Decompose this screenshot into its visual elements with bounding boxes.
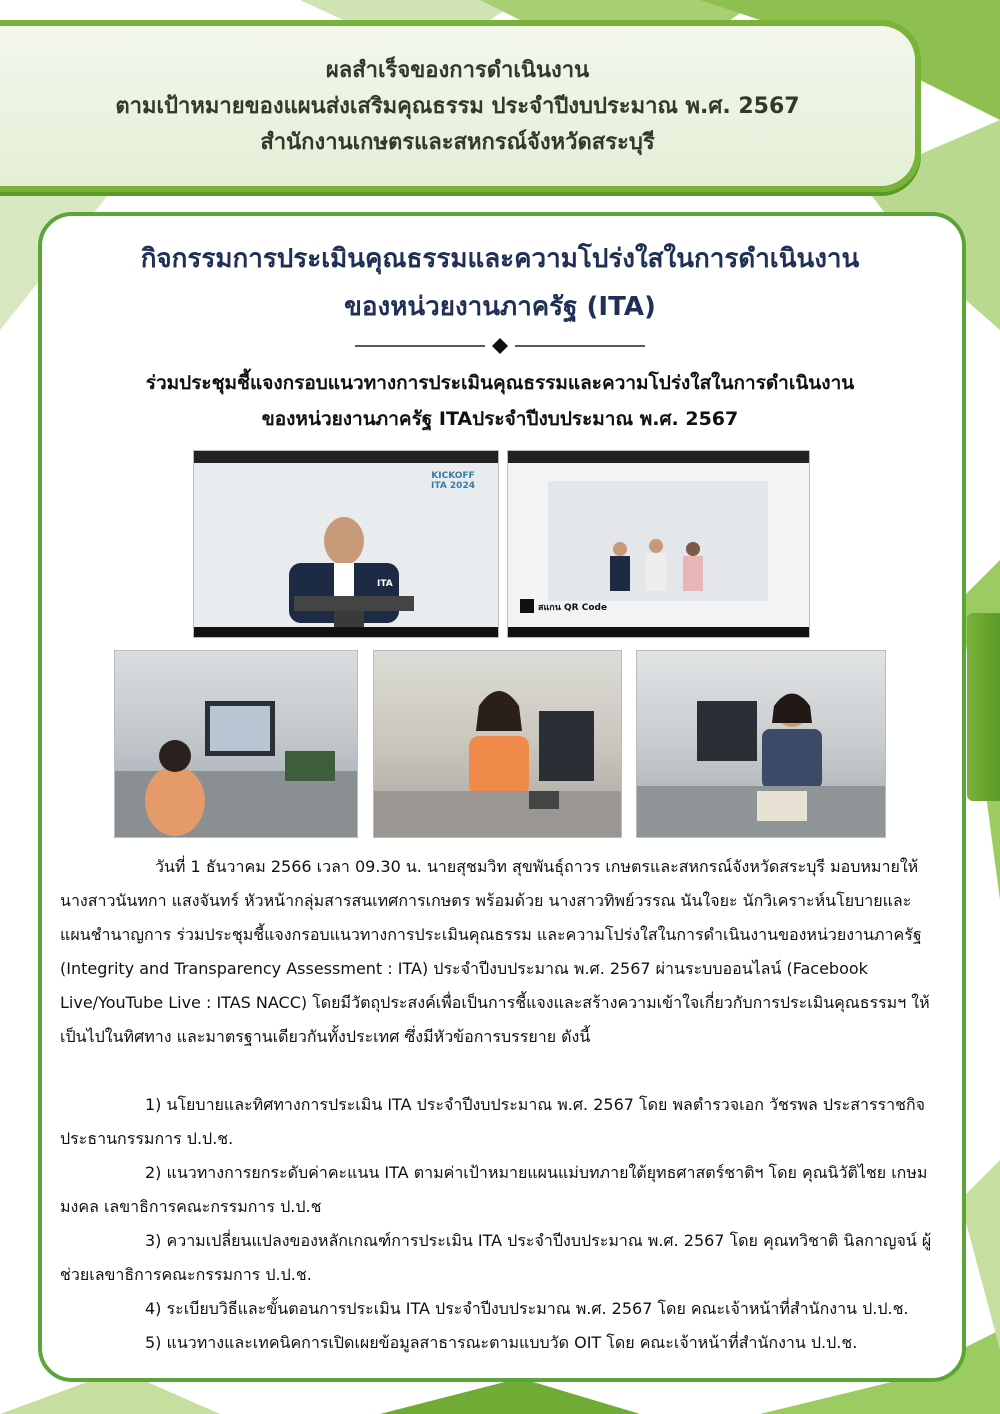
office-scene-3 [637,651,885,837]
video-screenshot-speaker [193,450,499,638]
office-photo-3 [636,650,886,838]
meeting-subtitle-line1: ร่วมประชุมชี้แจงกรอบแนวทางการประเมินคุณธรรมและความโปร่งใสในการดำเนินงาน [145,372,855,394]
meeting-subtitle-line2: ของหน่วยงานภาครัฐ ITAประจำปีงบประมาณ พ.ศ. 2567 [261,408,739,430]
lecture-item-3: 3) ความเปลี่ยนแปลงของหลักเกณฑ์การประเมิน ITA ประจำปีงบประมาณ พ.ศ. 2567 โดย คุณทวิชาติ นิลกาญจน์ ผู้ช่วยเลขาธิการคณะกรรมการ ป.ป.ช. [60,1231,932,1284]
lecture-item-5: 5) แนวทางและเทคนิคการเปิดเผยข้อมูลสาธารณะตามแบบวัด OIT โดย คณะเจ้าหน้าที่สำนักงาน ป.ป.ช. [145,1333,858,1352]
ita-badge: ITA [377,579,393,589]
office-photo-2 [373,650,622,838]
body-paragraph: วันที่ 1 ธันวาคม 2566 เวลา 09.30 น. นายสุชมวิท สุขพันธุ์ถาวร เกษตรและสหกรณ์จังหวัดสระบุรี มอบหมายให้ นางสาวนันทกา แสงจันทร์ หัวหน้ากลุ่มสารสนเทศการเกษตร พร้อมด้วย นางสาวทิพย์วรรณ นันใจยะ นักวิเคราะห์นโยบายและแผนชำนาญการ ร่วมประชุมชี้แจงกรอบแนวทางการประเมินคุณธรรม และความโปร่งใสในการดำเนินงานของหน่วยงานภาครัฐ (Integrity and Transparency Assessment : ITA) ประจำปีงบประมาณ พ.ศ. 2567 ผ่านระบบออนไลน์ (Facebook Live/YouTube Live : ITAS NACC) โดยมีวัตถุประสงค์เพื่อเป็นการชี้แจงและสร้างความเข้าใจเกี่ยวกับการประเมินคุณธรรมฯ ให้เป็นไปในทิศทาง และมาตรฐานเดียวกันทั้งประเทศ ซึ่งมีหัวข้อการบรรยาย ดังนี้ [60,857,930,1046]
header-title-line3: สำนักงานเกษตรและสหกรณ์จังหวัดสระบุรี [260,130,655,155]
office-photo-1 [114,650,358,838]
lecture-item-2: 2) แนวทางการยกระดับค่าคะแนน ITA ตามค่าเป้าหมายแผนแม่บทภายใต้ยุทธศาสตร์ชาติฯ โดย คุณนิวัติไชย เกษมมงคล เลขาธิการคณะกรรมการ ป.ป.ช [60,1163,928,1216]
lecture-item-4: 4) ระเบียบวิธีและขั้นตอนการประเมิน ITA ประจำปีงบประมาณ พ.ศ. 2567 โดย คณะเจ้าหน้าที่สำนักงาน ป.ป.ช. [145,1299,909,1318]
office-scene-2 [374,651,621,837]
video-screenshot-panel [507,450,810,638]
ornamental-divider [355,336,645,356]
side-tab [967,613,1000,801]
kickoff-logo: KICKOFF ITA 2024 [431,471,475,491]
lecture-item-1: 1) นโยบายและทิศทางการประเมิน ITA ประจำปีงบประมาณ พ.ศ. 2567 โดย พลตำรวจเอก วัชรพล ประสารราชกิจ ประธานกรรมการ ป.ป.ช. [60,1095,926,1148]
activity-title-line1: กิจกรรมการประเมินคุณธรรมและความโปร่งใสในการดำเนินงาน [140,244,860,274]
qr-caption: สแกน QR Code [538,603,608,613]
speaker-figure [194,451,498,637]
header-title-line1: ผลสำเร็จของการดำเนินงาน [325,58,590,83]
office-scene-1 [115,651,357,837]
activity-title-line2: ของหน่วยงานภาครัฐ (ITA) [344,292,656,322]
header-title-line2: ตามเป้าหมายของแผนส่งเสริมคุณธรรม ประจำปีงบประมาณ พ.ศ. 2567 [115,94,800,119]
